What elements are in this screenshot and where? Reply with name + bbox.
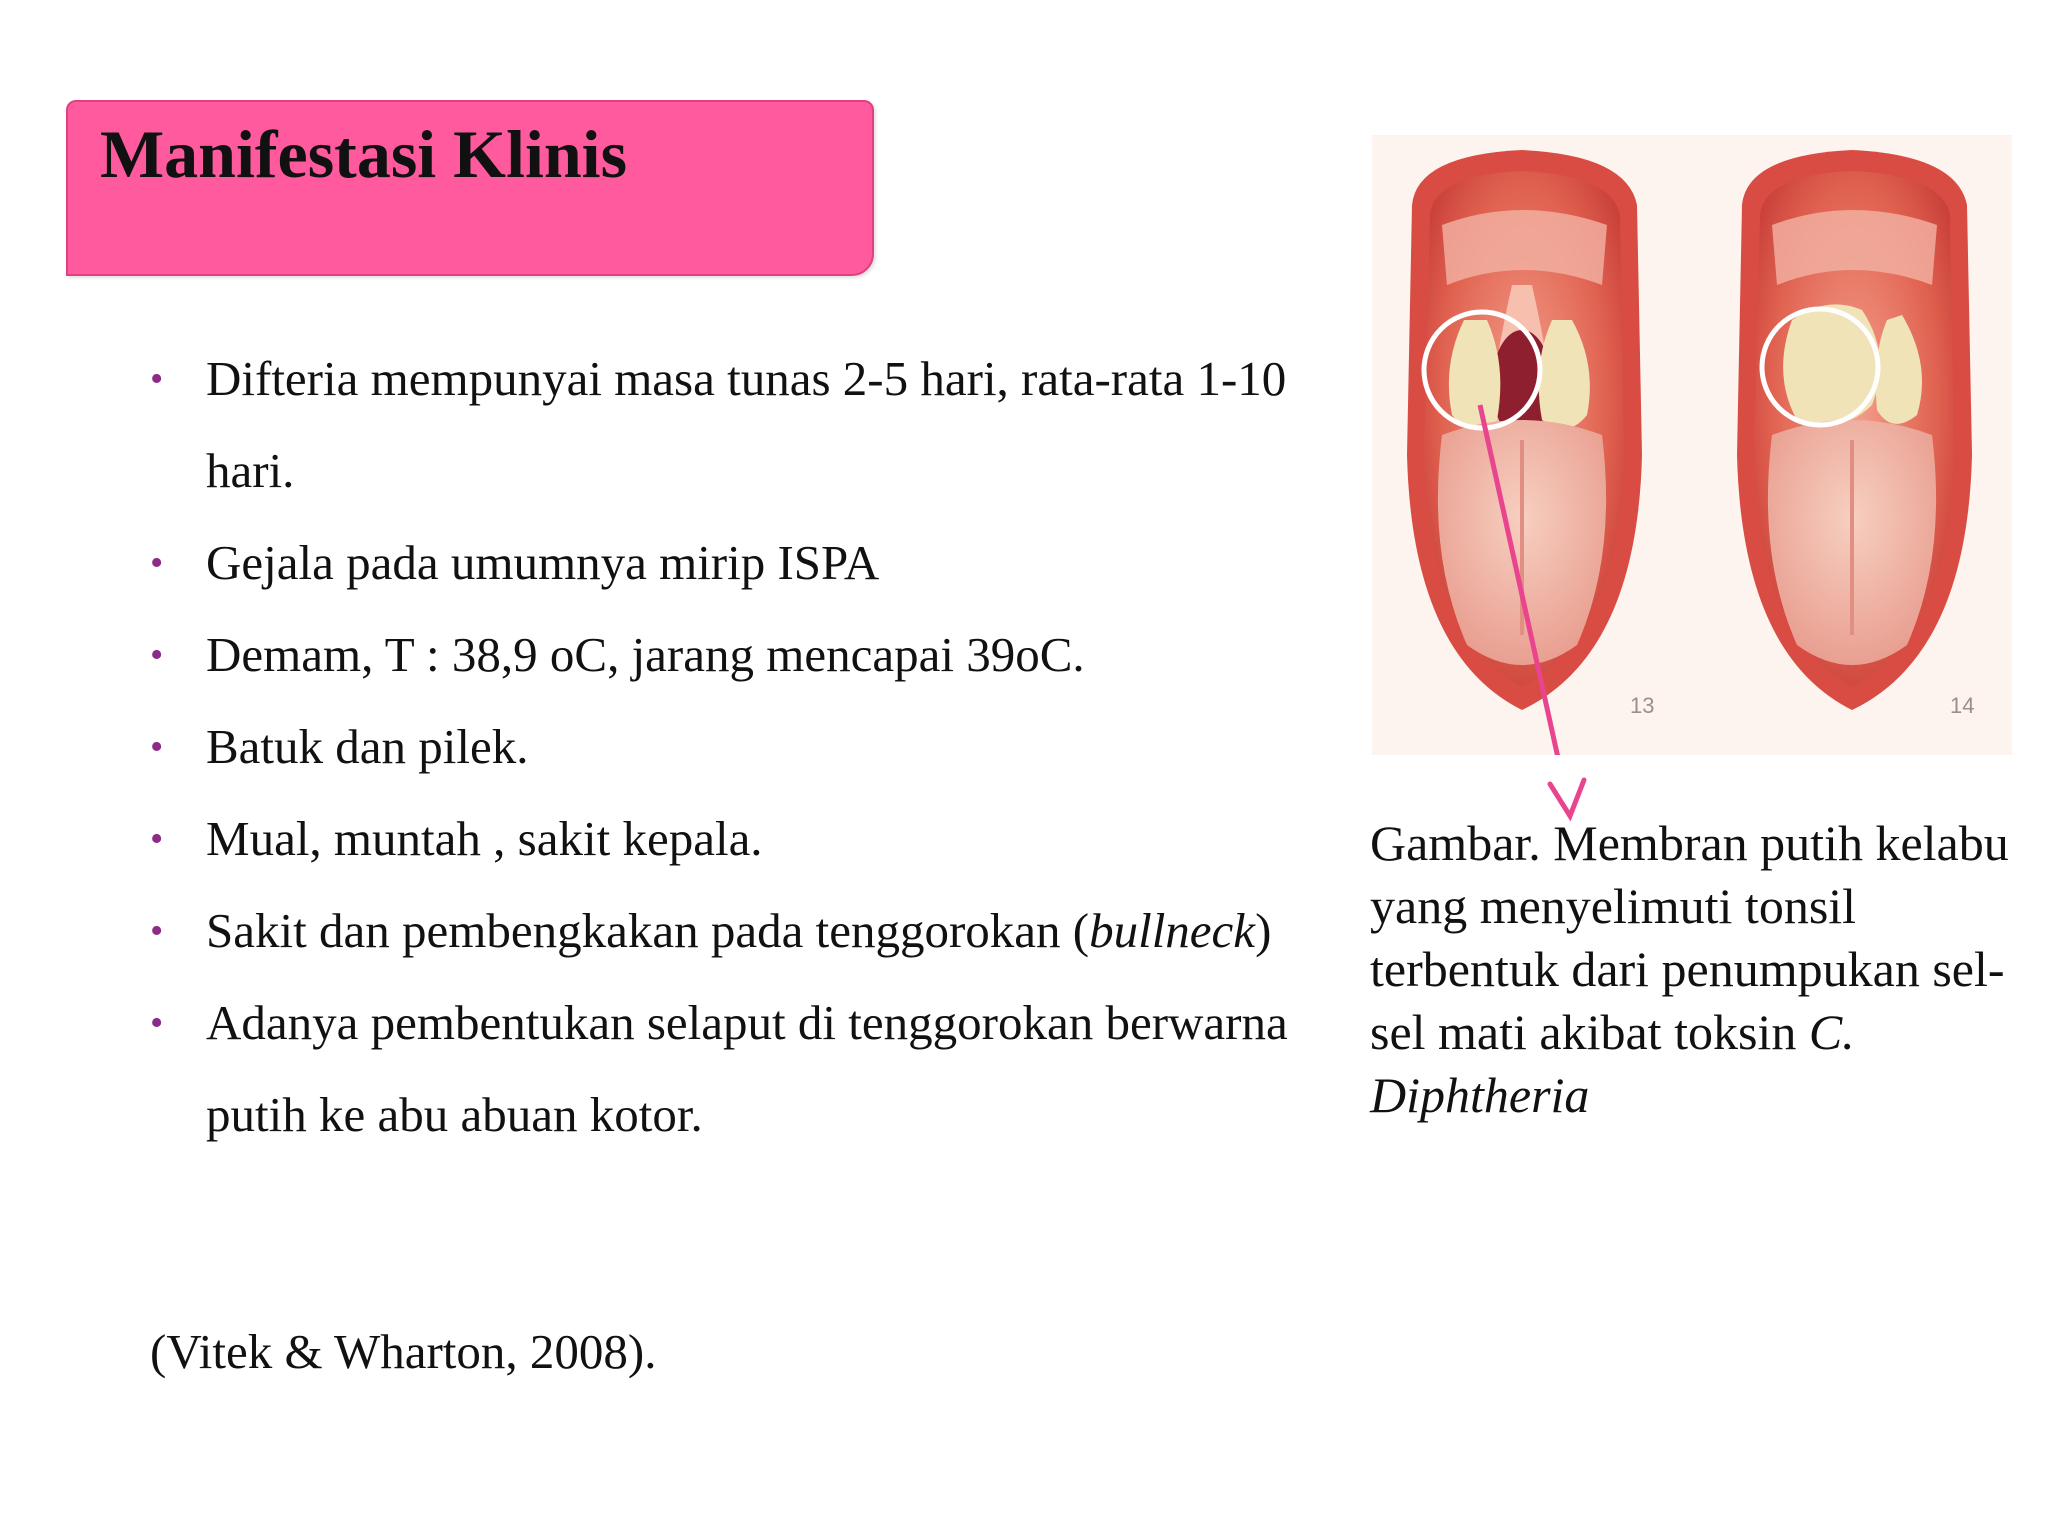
bullet-text: Demam, T : 38,9 oC, jarang mencapai 39oC. xyxy=(206,627,1085,682)
list-item xyxy=(150,885,1300,977)
bullet-icon: • xyxy=(150,1002,164,1044)
bullet-icon: • xyxy=(150,910,164,952)
list-item xyxy=(150,609,1300,701)
bullet-text-part: ) xyxy=(1255,903,1272,958)
bullet-text: Adanya pembentukan selaput di tenggorokan berwarna putih ke abu abuan kotor. xyxy=(206,995,1288,1142)
bullet-icon: • xyxy=(150,542,164,584)
figure-label-left: 13 xyxy=(1630,693,1655,718)
bullet-text: Gejala pada umumnya mirip ISPA xyxy=(206,535,880,590)
bullet-text-italic: bullneck xyxy=(1089,903,1256,958)
throat-illustration-icon xyxy=(1372,135,2012,755)
list-item xyxy=(150,701,1300,793)
bullet-text: Mual, muntah , sakit kepala. xyxy=(206,811,763,866)
title-banner xyxy=(66,100,874,276)
bullet-text: Batuk dan pilek. xyxy=(206,719,529,774)
bullet-icon: • xyxy=(150,634,164,676)
figure-label-right: 14 xyxy=(1950,693,1975,718)
bullet-text: Difteria mempunyai masa tunas 2-5 hari, rata-rata 1-10 hari. xyxy=(206,351,1287,498)
figure-caption xyxy=(1370,812,2010,1127)
caption-italic: C. Diphtheria xyxy=(1370,1004,1855,1123)
list-item xyxy=(150,793,1300,885)
bullet-icon: • xyxy=(150,358,164,400)
bullet-text-part: Sakit dan pembengkakan pada tenggorokan ( xyxy=(206,903,1090,958)
bullet-text xyxy=(206,903,1271,958)
list-item xyxy=(150,333,1300,517)
caption-text: Gambar. Membran putih kelabu yang menyelimuti tonsil terbentuk dari penumpukan sel-sel mati akibat toksin xyxy=(1370,815,2009,1060)
reference-citation: (Vitek & Wharton, 2008). xyxy=(150,1324,657,1379)
list-item xyxy=(150,977,1300,1161)
bullet-list xyxy=(150,333,1300,1161)
bullet-icon: • xyxy=(150,726,164,768)
list-item xyxy=(150,517,1300,609)
throat-figure xyxy=(1372,135,2012,755)
bullet-icon: • xyxy=(150,818,164,860)
slide-title: Manifestasi Klinis xyxy=(100,116,628,192)
